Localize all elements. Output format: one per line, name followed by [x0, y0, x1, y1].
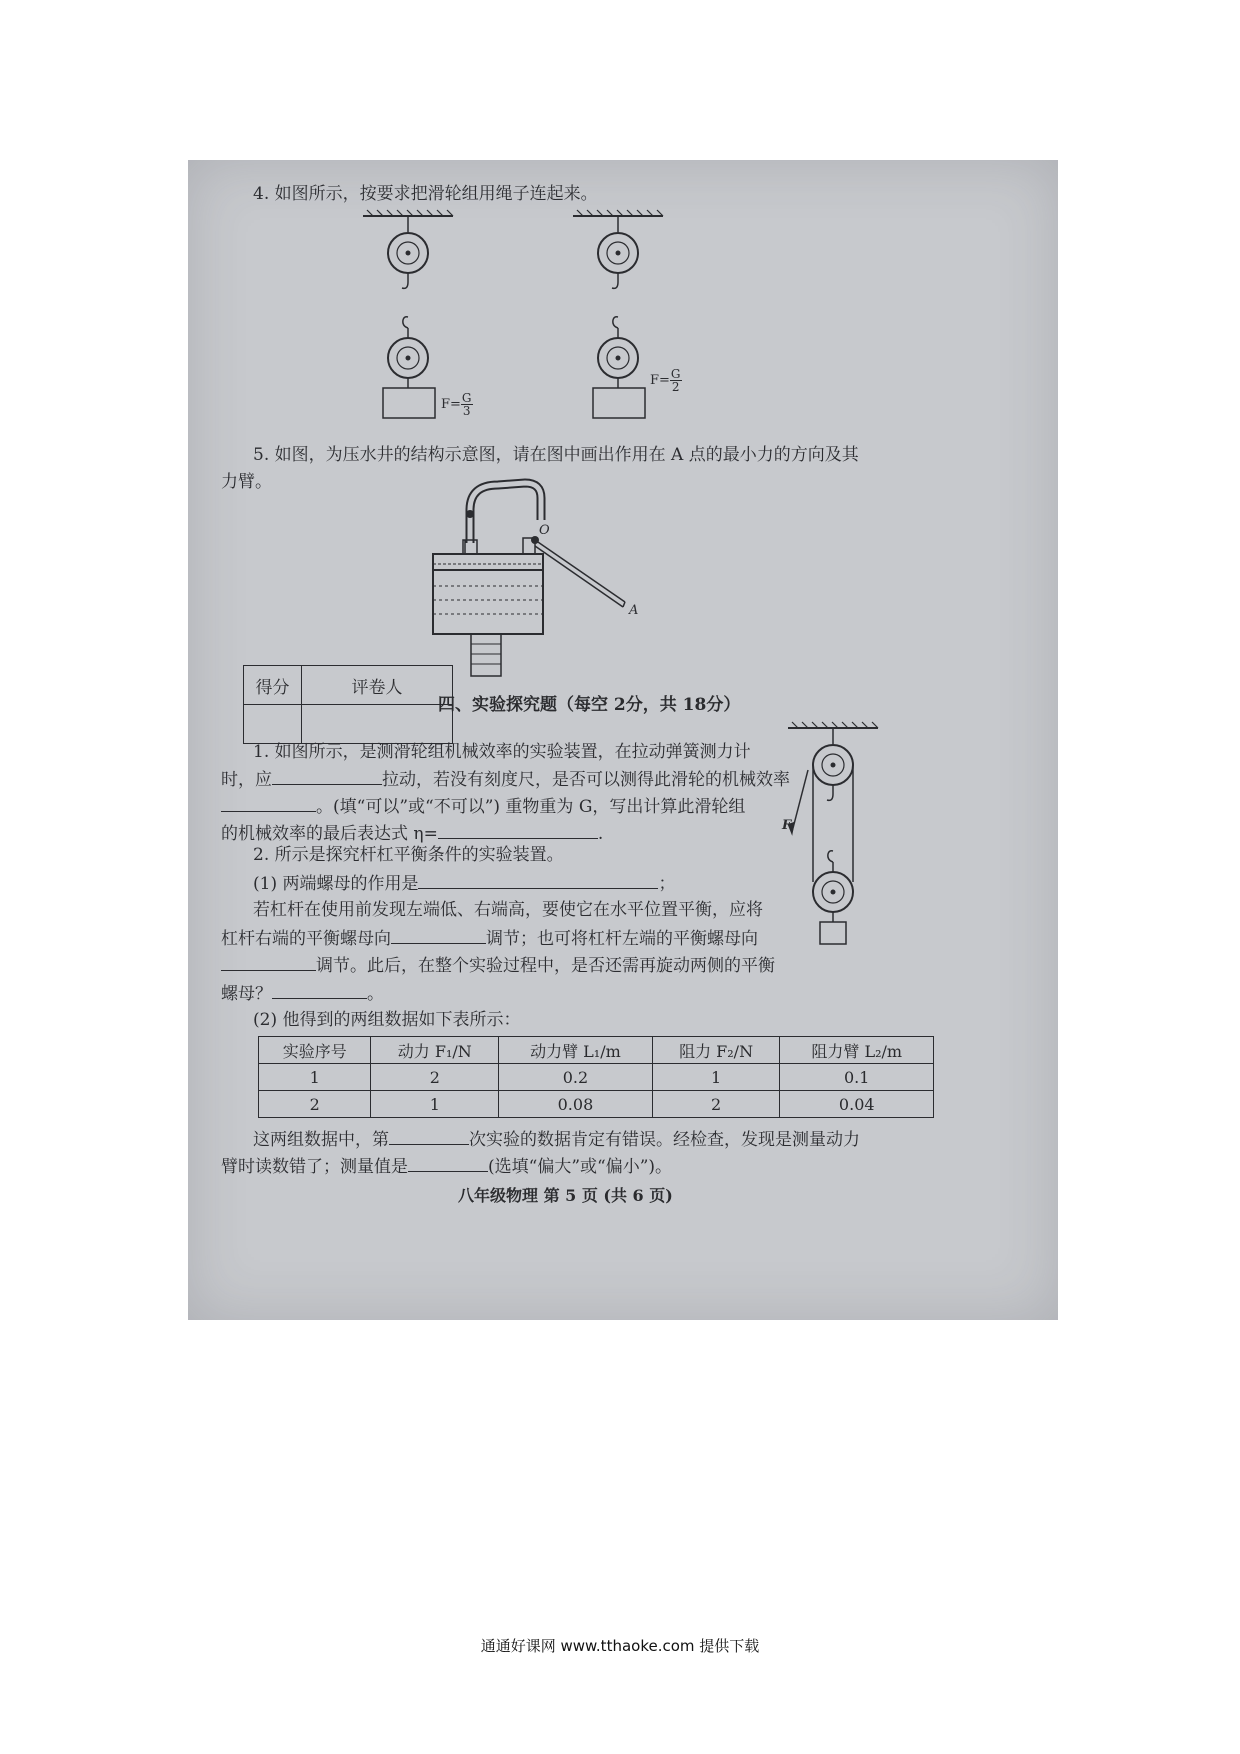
- exp2-line4: 杠杆右端的平衡螺母向 调节；也可将杠杆左端的平衡螺母向: [221, 925, 758, 951]
- exp2-blank-trial-number[interactable]: [389, 1126, 469, 1145]
- score-box: [243, 665, 453, 744]
- section4-title: 四、实验探究题（每空 2分，共 18分）: [438, 695, 741, 715]
- exp1-line1: 1. 如图所示，是测滑轮组机械效率的实验装置，在拉动弹簧测力计: [253, 742, 751, 762]
- label-o: O: [539, 523, 550, 538]
- q4-left-formula: F= $\frac{G}{3}$: [441, 391, 472, 418]
- exp2-blank-nut-purpose[interactable]: [418, 870, 658, 889]
- table-cell: 1: [371, 1091, 499, 1118]
- table-cell: 0.04: [780, 1091, 934, 1118]
- label-f: F: [782, 818, 792, 833]
- exp1-line4: 的机械效率的最后表达式 η= .: [221, 820, 603, 846]
- exp1-pulley-diagram: [788, 722, 898, 972]
- page-footer: 八年级物理 第 5 页 (共 6 页): [458, 1186, 673, 1205]
- table-header: 阻力臂 L₂/m: [780, 1037, 934, 1064]
- exp2-line6: 螺母？ 。: [221, 980, 384, 1006]
- table-cell: 2: [371, 1064, 499, 1091]
- table-cell: 2: [652, 1091, 780, 1118]
- table-cell: 1: [652, 1064, 780, 1091]
- exp2-blank-left-nut[interactable]: [221, 952, 316, 971]
- table-cell: 0.2: [499, 1064, 653, 1091]
- table-cell: 2: [259, 1091, 371, 1118]
- table-row: [259, 1064, 934, 1091]
- exp1-blank-efficiency[interactable]: [438, 820, 598, 839]
- q4-right-pulley-diagram: [573, 210, 693, 430]
- q4-right-formula: F= $\frac{G}{2}$: [650, 367, 681, 394]
- exp2-blank-bigger-smaller[interactable]: [408, 1153, 488, 1172]
- exp1-line3: 。(填“可以”或“不可以”) 重物重为 G，写出计算此滑轮组: [221, 793, 745, 819]
- exp2-line7: (2) 他得到的两组数据如下表所示：: [253, 1010, 521, 1030]
- exp1-blank-direction[interactable]: [272, 766, 382, 785]
- q4-text: 4. 如图所示，按要求把滑轮组用绳子连起来。: [253, 184, 598, 204]
- table-cell: 1: [259, 1064, 371, 1091]
- download-footer: 通通好课网 www.tthaoke.com 提供下载: [480, 1637, 760, 1655]
- exp2-line8: 这两组数据中，第 次实验的数据肯定有错误。经检查，发现是测量动力: [253, 1126, 860, 1152]
- label-a: A: [629, 603, 639, 618]
- exp1-blank-possible[interactable]: [221, 793, 316, 812]
- table-cell: 0.08: [499, 1091, 653, 1118]
- exp2-line9: 臂时读数错了；测量值是 (选填“偏大”或“偏小”)。: [221, 1153, 672, 1179]
- lever-data-table: [258, 1036, 934, 1118]
- exp1-line2: 时，应 拉动，若没有刻度尺，是否可以测得此滑轮的机械效率: [221, 766, 790, 792]
- table-header: 动力臂 L₁/m: [499, 1037, 653, 1064]
- table-row: [259, 1091, 934, 1118]
- grader-cell[interactable]: [302, 705, 453, 744]
- score-cell[interactable]: [244, 705, 302, 744]
- exp2-line2: (1) 两端螺母的作用是 ；: [253, 870, 675, 896]
- score-label: 得分: [244, 666, 302, 705]
- table-header: 动力 F₁/N: [371, 1037, 499, 1064]
- exp2-line1: 2. 所示是探究杆杠平衡条件的实验装置。: [253, 845, 564, 865]
- scanned-page-photo: [188, 160, 1058, 1320]
- table-header: 阻力 F₂/N: [652, 1037, 780, 1064]
- table-cell: 0.1: [780, 1064, 934, 1091]
- q5-text-line1: 5. 如图，为压水井的结构示意图，请在图中画出作用在 A 点的最小力的方向及其: [253, 445, 859, 465]
- q5-text-line2: 力臂。: [221, 472, 272, 492]
- water-pump-diagram: [433, 480, 693, 700]
- table-header-row: [259, 1037, 934, 1064]
- grader-label: 评卷人: [302, 666, 453, 705]
- exp2-line3: 若杠杆在使用前发现左端低、右端高，要使它在水平位置平衡，应将: [253, 900, 763, 920]
- exp2-line5: 调节。此后，在整个实验过程中，是否还需再旋动两侧的平衡: [221, 952, 775, 978]
- exp2-blank-rotate-again[interactable]: [272, 980, 367, 999]
- table-header: 实验序号: [259, 1037, 371, 1064]
- exp2-blank-right-nut[interactable]: [391, 925, 486, 944]
